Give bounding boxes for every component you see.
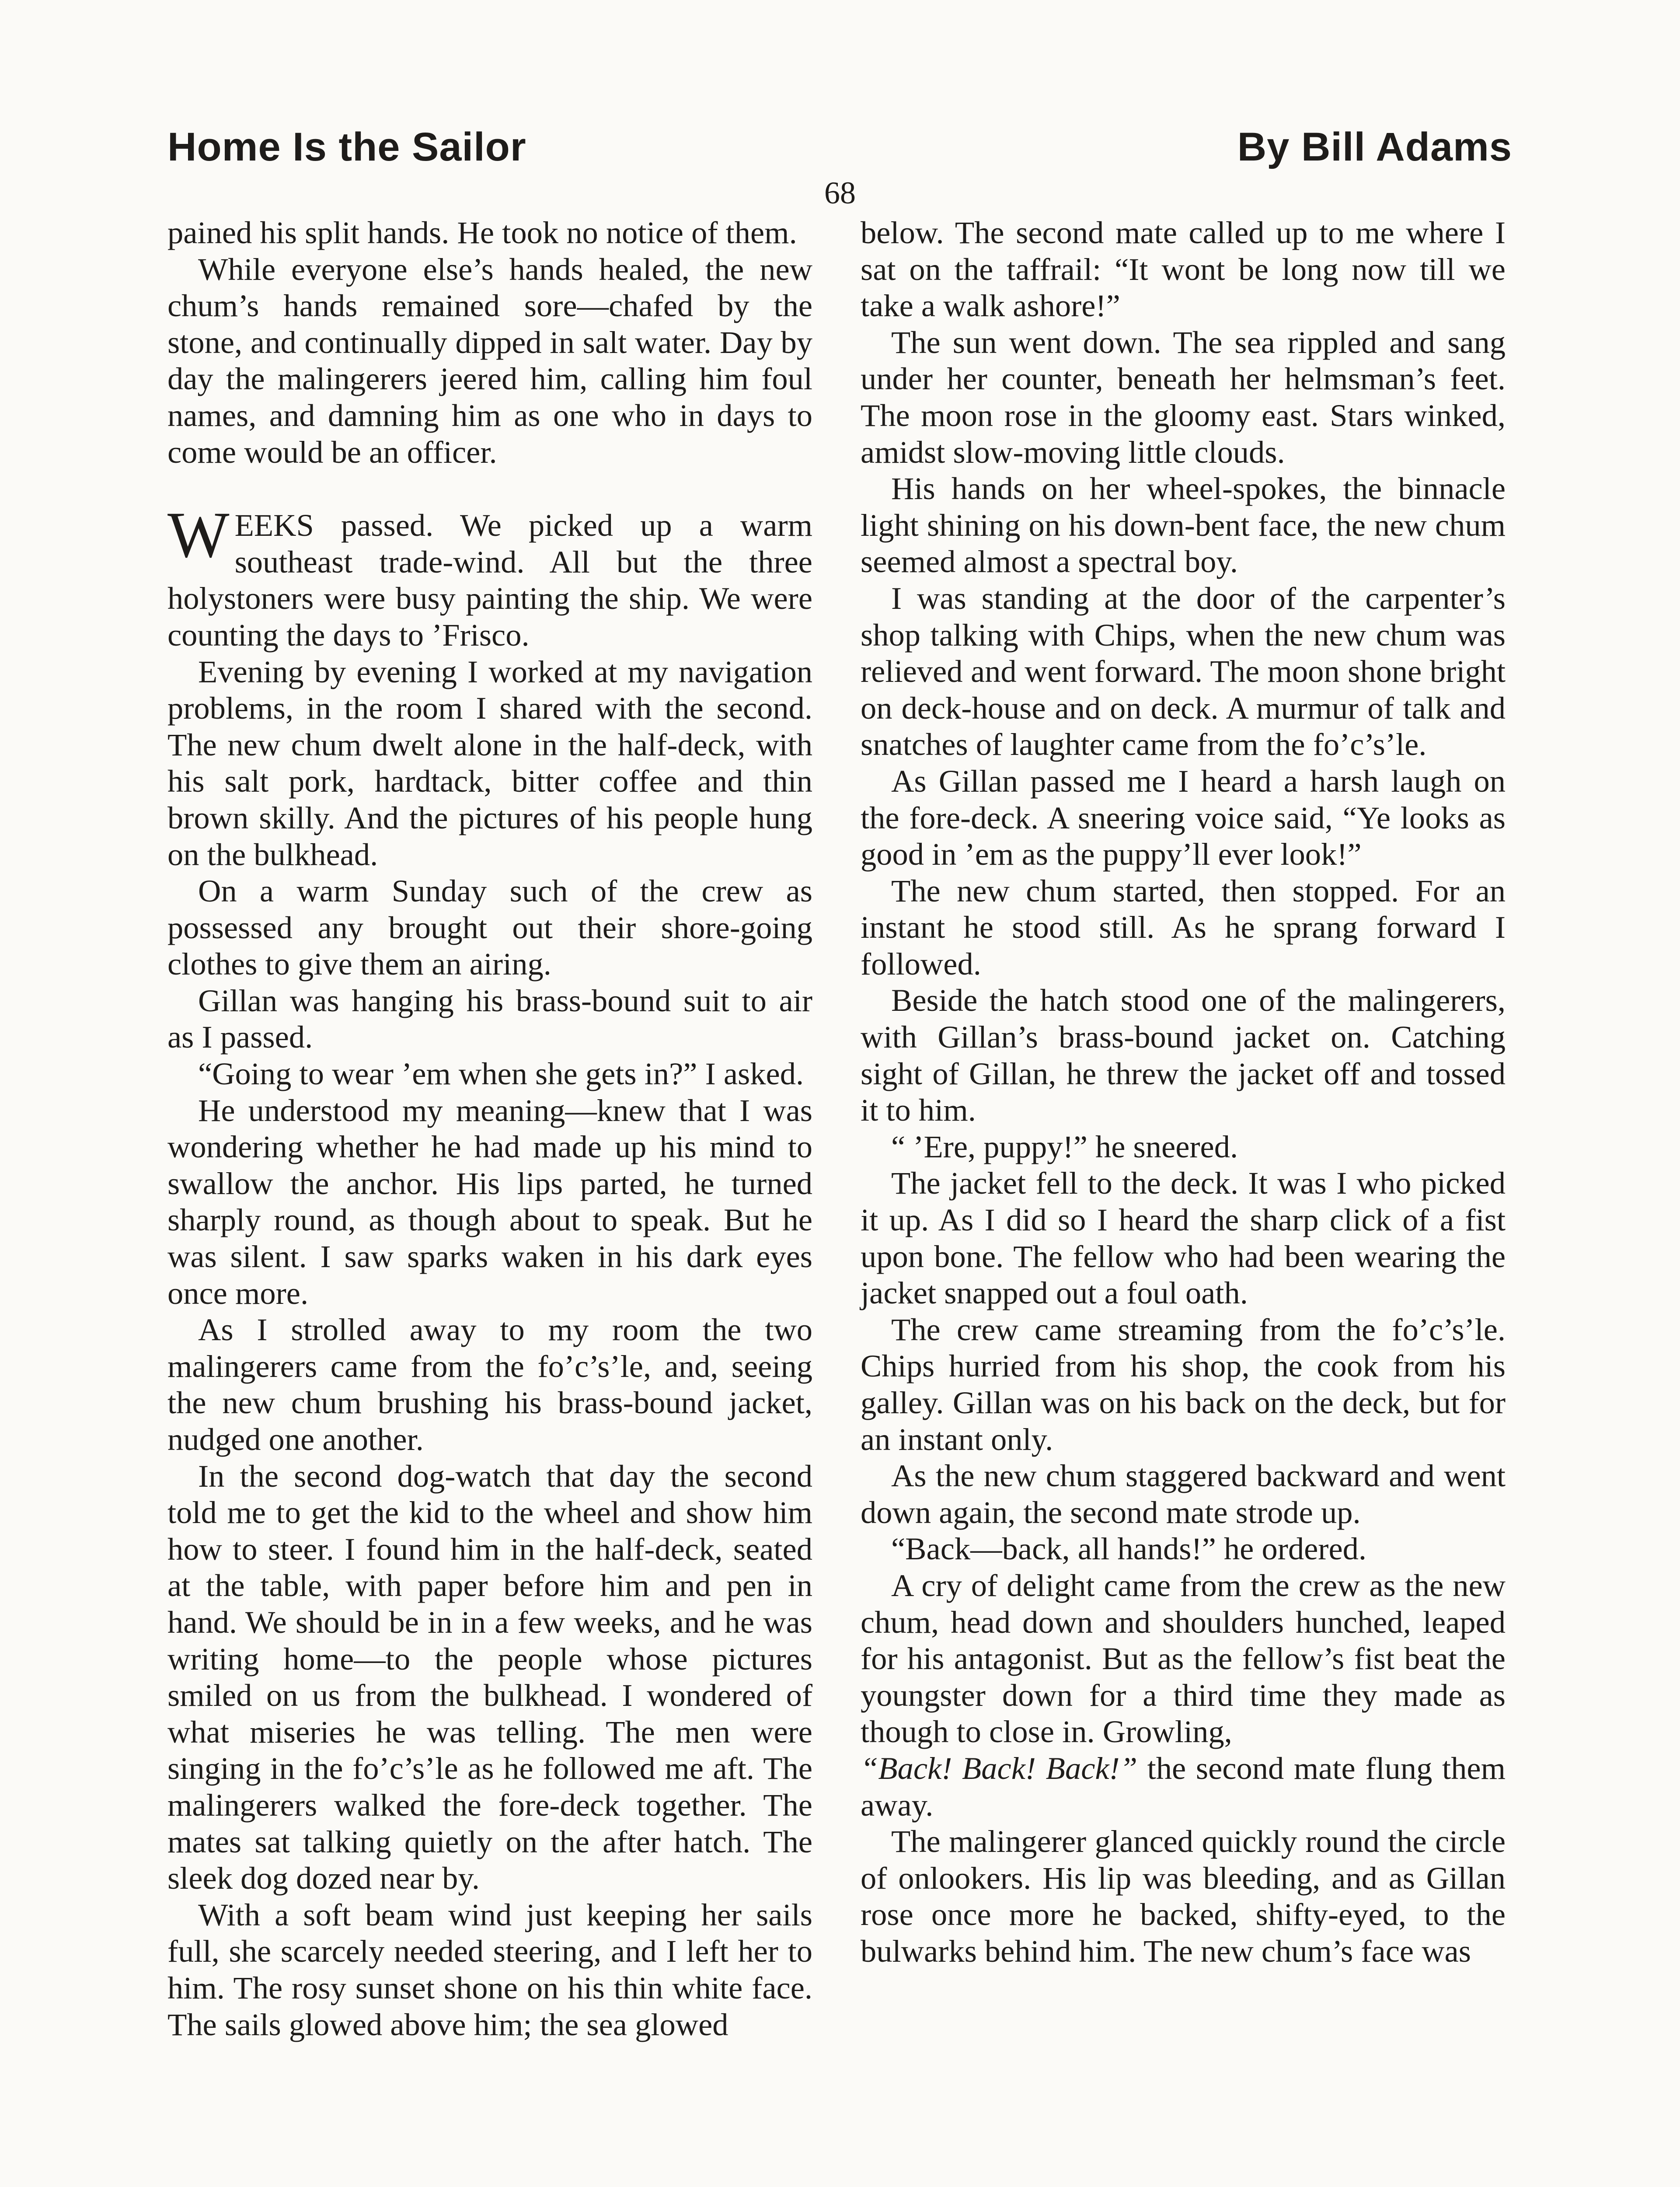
- paragraph: He understood my meaning—knew that I was wondering whether he had made up his mind to swallow the anchor. His lips parted, he turned sharply round, as though about to speak. But he was silent. I saw sparks waken in his dark eyes once more.: [167, 1092, 812, 1311]
- paragraph: In the second dog-watch that day the second told me to get the kid to the wheel and show him how to steer. I found him in the half-deck, seated at the table, with paper before him and pen in hand. We should be in in a few weeks, and he was writing home—to the people whose pictures smiled on us from the bulkhead. I wondered of what miseries he was telling. The men were singing in the fo’c’s’le as he followed me aft. The malingerers walked the fore-deck together. The mates sat talking quietly on the after hatch. The sleek dog dozed near by.: [167, 1458, 812, 1896]
- paragraph: Evening by evening I worked at my navigation problems, in the room I shared with the second. The new chum dwelt alone in the half-deck, with his salt pork, hardtack, bitter coffee and thin brown skilly. And the pictures of his people hung on the bulkhead.: [167, 653, 812, 872]
- paragraph: The new chum started, then stopped. For an instant he stood still. As he sprang forward I followed.: [861, 873, 1506, 982]
- paragraph: “Going to wear ’em when she gets in?” I asked.: [198, 1056, 804, 1092]
- paragraph: The crew came streaming from the fo’c’s’le. Chips hurried from his shop, the cook from his galley. Gillan was on his back on the deck, but for an instant only.: [861, 1311, 1506, 1457]
- paragraph: The sun went down. The sea rippled and sang under her counter, beneath her helmsman’s feet. The moon rose in the gloomy east. Stars winked, amidst slow-moving little clouds.: [861, 324, 1506, 470]
- author-byline: By Bill Adams: [1237, 125, 1512, 169]
- right-column: [861, 214, 1506, 1970]
- paragraph: “ ’Ere, puppy!” he sneered.: [891, 1128, 1238, 1164]
- paragraph-text: EEKS passed. We picked up a warm southeast trade-wind. All but the three holystoners were busy painting the ship. We were counting the days to ’Frisco.: [167, 507, 812, 653]
- paragraph: “Back—back, all hands!” he ordered.: [891, 1531, 1367, 1567]
- paragraph: pained his split hands. He took no notice of them.: [167, 215, 797, 250]
- paragraph: The malingerer glanced quickly round the circle of onlookers. His lip was bleeding, and as Gillan rose once more he backed, shifty-eyed, to the bulwarks behind him. The new chum’s face was: [861, 1824, 1506, 1969]
- paragraph: As the new chum staggered backward and went down again, the second mate strode up.: [861, 1458, 1506, 1530]
- drop-cap: W: [167, 499, 230, 572]
- paragraph: Gillan was hanging his brass-bound suit to air as I passed.: [167, 982, 812, 1055]
- story-title: Home Is the Sailor: [167, 125, 526, 169]
- paragraph: below. The second mate called up to me where I sat on the taffrail: “It wont be long now till we take a walk ashore!”: [861, 215, 1506, 324]
- paragraph: His hands on her wheel-spokes, the binnacle light shining on his down-bent face, the new chum seemed almost a spectral boy.: [861, 471, 1506, 580]
- paragraph: As I strolled away to my room the two malingerers came from the fo’c’s’le, and, seeing the new chum brushing his brass-bound jacket, nudged one another.: [167, 1312, 812, 1457]
- paragraph-text: the second mate flung them away.: [861, 1750, 1506, 1823]
- section-opening-paragraph: [167, 499, 812, 653]
- paragraph-continuation: [861, 1750, 1506, 1823]
- paragraph: Beside the hatch stood one of the malingerers, with Gillan’s brass-bound jacket on. Catching sight of Gillan, he threw the jacket off and tossed it to him.: [861, 982, 1506, 1128]
- paragraph: The jacket fell to the deck. It was I who picked it up. As I did so I heard the sharp click of a fist upon bone. The fellow who had been wearing the jacket snapped out a foul oath.: [861, 1165, 1506, 1311]
- left-column: [167, 214, 812, 2043]
- paragraph: As Gillan passed me I heard a harsh laugh on the fore-deck. A sneering voice said, “Ye looks as good in ’em as the puppy’ll ever look!”: [861, 763, 1506, 872]
- paragraph: On a warm Sunday such of the crew as possessed any brought out their shore-going clothes to give them an airing.: [167, 873, 812, 982]
- paragraph: I was standing at the door of the carpenter’s shop talking with Chips, when the new chum was relieved and went forward. The moon shone bright on deck-house and on deck. A murmur of talk and snatches of laughter came from the fo’c’s’le.: [861, 580, 1506, 762]
- page-number: 68: [824, 175, 856, 210]
- paragraph: With a soft beam wind just keeping her sails full, she scarcely needed steering, and I left her to him. The rosy sunset shone on his thin white face. The sails glowed above him; the sea glowed: [167, 1897, 812, 2042]
- paragraph: While everyone else’s hands healed, the new chum’s hands remained sore—chafed by the stone, and continually dipped in salt water. Day by day the malingerers jeered him, calling him foul names, and damning him as one who in days to come would be an officer.: [167, 251, 812, 470]
- paragraph: A cry of delight came from the crew as the new chum, head down and shoulders hunched, leaped for his antagonist. But as the fellow’s fist beat the youngster down for a third time they made as though to close in. Growling,: [861, 1567, 1506, 1750]
- italic-quote: “Back! Back! Back!”: [861, 1750, 1138, 1786]
